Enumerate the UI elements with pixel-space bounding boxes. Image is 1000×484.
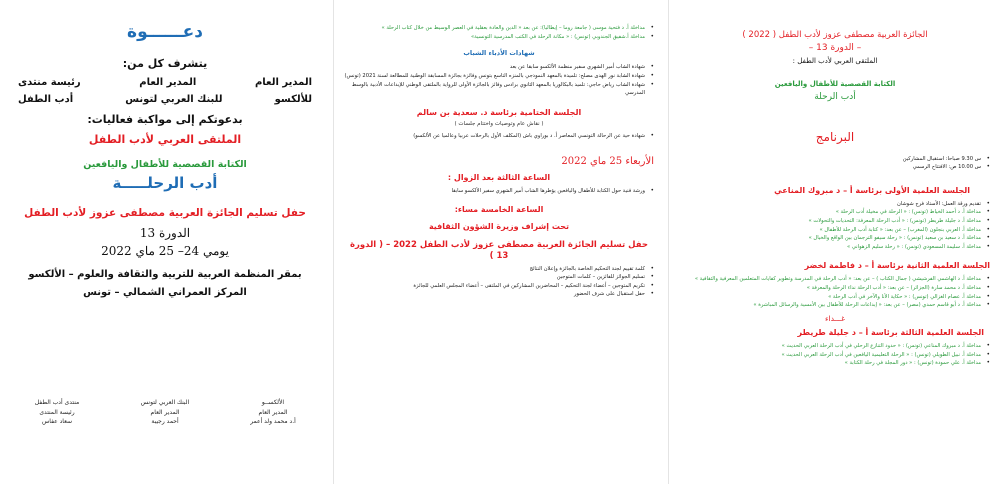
list-item (344, 63, 654, 72)
host-org-3: أدب الطفل (18, 94, 74, 105)
item-text: مداخلة أ.شفيق الجندوبي (تونس) : « مكانة الرحلة في الكتب المدرسية التونسية» (470, 33, 645, 40)
item-text: حفل استقبال على شرف الحضور (573, 291, 645, 298)
list-item (680, 243, 990, 252)
list-item (680, 217, 990, 226)
forum-theme: أدب الرحلـــــة (112, 174, 218, 193)
evening-time: الساعة الخامسة مساء: (454, 205, 544, 215)
host-org-1: للألكسو (274, 94, 312, 105)
list-item (344, 81, 654, 98)
item-text: شهادة الشاب رياض حاجي: تلميذ بالبكالوريا بالمعهد الثانوي برادس وفائز بالجائزة الأولى للرواية بالملتقى الوطني للإبداعات الأدبية بالوسط المدرسي (351, 81, 645, 97)
ceremony-title: حفل تسليم الجائزة العربية مصطفى عزوز لأدب الطفل (24, 207, 306, 220)
award-ceremony-heading: حفل تسليم الجائزة العربية مصطفى عزوز لأدب الطفل 2022 – ( الدورة 13 ) (349, 240, 648, 261)
forum-subtitle: الكتابة القصصية للأطفال واليافعين (774, 79, 896, 88)
list-item (680, 234, 990, 243)
item-text: شهادة الشابة نور الهدى مصلح: تلميذة بالمعهد النموذجي بالمنزه التاسع بتونس وفائزة بجائزة المسابقة الوطنية للمطالعة لسنة 2021 (تونس) (344, 72, 645, 79)
list-item (344, 33, 654, 42)
sig-role: المدير العام (150, 408, 180, 416)
item-text: مداخلة أ. د سعيد بن سعيد (تونس) : « رحلة سيفو الترجمان بين الواقع والخيال » (808, 235, 981, 242)
list-item (680, 275, 990, 284)
item-text: تقديم ورقة العمل: الأستاذ فرج شوشان (896, 200, 981, 207)
item-text: تسليم الجوائز للفائزين – كلمات المتوجين (556, 274, 645, 281)
list-item (344, 24, 654, 33)
item-text: مداخلة أ. د أبو قاسم حمدي (مصر) – عن بعد: « إبداعات الرحلة للأطفال بين الأمسية والرسائل المباشرة » (753, 302, 981, 309)
item-text: شهادة الشاب أمير الشهري سفير منظمة الألكسو سابقا عن بعد (509, 64, 645, 71)
witness-heading: شهادات الأدباء الشباب (463, 49, 535, 58)
host-org-2: للبنك العربي لتونس (125, 94, 223, 105)
host-title-2: المدير العام (139, 77, 197, 88)
item-text: مداخلة أ. د جليلة طريطر (تونس) : « أدب الرحلة المعرفة: التحديات والتحولات » (808, 218, 981, 224)
item-text: كلمة تقييم لجنة التحكيم الخاصة بالجائزة وإعلان النتائج (529, 265, 645, 272)
invitation-title: دعــــــوة (127, 22, 203, 42)
item-text: مداخلة أ. د الهاشمي الفرشيشي ( جمال الكتاب ) – عن بعد: « أدب الرحلة في المدرسة وتطوير كفايات المتعلمين المعرفية والثقافية » (694, 276, 981, 283)
hosts-titles-row (18, 77, 312, 88)
item-text: مداخلة أ. د مبروك المناعي (تونس) : « حدود التنازع الرحلي في أدب الرحلة العربي الحديث » (781, 343, 981, 350)
list-item (680, 301, 990, 310)
list-item (344, 265, 654, 274)
list-item (680, 284, 990, 293)
hosts-orgs-row (18, 94, 312, 105)
list-item (680, 226, 990, 235)
signature-alecso (228, 398, 318, 427)
item-text: مداخلة أ. د محمد سارة (الجزائر) – عن بعد: « أدب الرحلة نداء الرحلة والمعرفة » (806, 284, 981, 291)
wednesday-date: الأربعاء 25 ماي 2022 (561, 156, 654, 168)
venue-line-2: المركز العمراني الشمالي – تونس (83, 286, 247, 298)
closing-session-sub: ( نقاش عام وتوصيات واختتام جلسات ) (454, 120, 544, 127)
list-item (680, 342, 990, 351)
item-text: مداخلة أ. العربي بنجلون (المغرب) – عن بعد: « كتابة أدب الرحلة للأطفال » (819, 226, 981, 233)
signature-forum (12, 398, 102, 427)
invite-text: بدعوتكم إلى مواكبة فعاليات: (87, 113, 243, 126)
sig-person: أحمد رجيبة (151, 418, 179, 425)
item-text: شهادة حية عن الرحالة التونسي المعاصر أ. د بوراوي باش (المكلف الأول بالرحلات عربيا وعالميا عن الألكسو) (413, 132, 645, 139)
sig-person: سعاد عفاس (41, 418, 73, 425)
list-item (680, 359, 990, 368)
venue-line-1: بمقر المنظمة العربية للتربية والثقافة والعلوم – الألكسو (28, 269, 302, 281)
list-item (344, 282, 654, 291)
forum-name: الملتقى العربي لأدب الطفل (88, 132, 242, 146)
fold-line-1 (333, 0, 334, 484)
sig-role: المدير العام (258, 408, 288, 416)
item-text: مداخلة أ. د فتحية موسى ( جامعة روما – إيطاليا): عن بعد « الدين والعادة بعقلية في العصر الوسيط من خلال كتاب الرحلة » (381, 25, 645, 31)
list-item (344, 187, 654, 196)
item-text: مداخلة أ. علي حمودة (تونس) : « دور المجلة في رحلة الكتابة » (844, 360, 981, 367)
program-heading: البرنامج (815, 129, 855, 144)
list-item (680, 163, 990, 172)
list-item (344, 290, 654, 299)
list-item (344, 72, 654, 81)
list-item (680, 200, 990, 209)
sig-org: البنك العربي لتونس (140, 399, 190, 406)
item-text: مداخلة أ. سليمة المسعودي (تونس) : « رحلة سليم الزهواني » (847, 243, 981, 250)
item-text: مداخلة أ. د أحمد الخياط (تونس) : « الرحلة في مخيلة أدب الرحلة » (835, 209, 981, 216)
sig-org: منتدى أدب الطفل (34, 399, 80, 406)
sig-role: رئيسة المنتدى (39, 408, 75, 416)
fold-line-2 (668, 0, 669, 484)
item-text: مداخلة أ. نبيل الطويلي (تونس) : « الرحلة التعليمية اليافعين في أدب الرحلة العربي الحديث » (781, 351, 981, 358)
session-number: الدورة 13 (139, 226, 191, 241)
list-item (680, 208, 990, 217)
item-text: مداخلة أ. عصام الغزالي (تونس) : « حكاية الأنا والآخر في أدب الرحلة » (828, 293, 981, 300)
invitation-intro: يتشرف كل من: (122, 57, 208, 71)
item-text: ورشة فنية حول الكتابة للأطفال واليافعين يؤطرها الشاب أمير الشهري سفير الألكسو سابقا (451, 187, 645, 194)
session-2-heading: الجلسة العلمية الثانية برئاسة أ – د فاطمة لخضر (804, 261, 990, 271)
item-text: س 10.00 ص: الافتتاح الرسمي (912, 164, 981, 171)
closing-session-heading: الجلسة الختامية برئاسة د. سعدية بن سالم (416, 107, 582, 117)
sig-person: أ.د محمد ولد أعمر (250, 418, 296, 425)
patronage-line: تحت إشراف وزيرة الشؤون الثقافية (428, 222, 570, 232)
forum-label: الملتقى العربي لأدب الطفل : (792, 56, 878, 65)
forum-subtitle: الكتابة القصصية للأطفال واليافعين (83, 158, 247, 170)
host-title-3: رئيسة منتدى (18, 77, 81, 88)
session-3-heading: الجلسة العلمية الثالثة برئاسة أ – د جليلة طريطر (797, 328, 984, 338)
lunch-break: غـــداء (824, 313, 846, 323)
signature-bank (120, 398, 210, 427)
event-dates: يومي 24– 25 ماي 2022 (101, 244, 229, 259)
list-item (680, 293, 990, 302)
prize-round: – الدورة 13 – (808, 42, 862, 53)
forum-theme: أدب الرحلة (814, 92, 856, 103)
list-item (680, 351, 990, 360)
list-item (344, 132, 654, 141)
item-text: تكريم المتوجين – أعضاء لجنة التحكيم – المحاضرين المشاركين في الملتقى – أعضاء المجلس العلمي للجائزة (413, 282, 645, 289)
sig-org: الألكســو (261, 399, 285, 406)
prize-title: الجائزة العربية مصطفى عزوز لأدب الطفل ( 2022 ) (742, 30, 928, 40)
host-title-1: المدير العام (254, 77, 312, 88)
list-item (680, 155, 990, 164)
session-1-heading: الجلسة العلمية الأولى برئاسة أ – د مبروك المناعي (774, 185, 970, 195)
program-right-panel (672, 0, 1000, 484)
item-text: س 9.30 صباحا: استقبال المشاركين (902, 155, 981, 162)
list-item (344, 273, 654, 282)
afternoon-time: الساعة الثالثة بعد الزوال : (447, 172, 551, 182)
program-middle-panel (336, 0, 666, 484)
